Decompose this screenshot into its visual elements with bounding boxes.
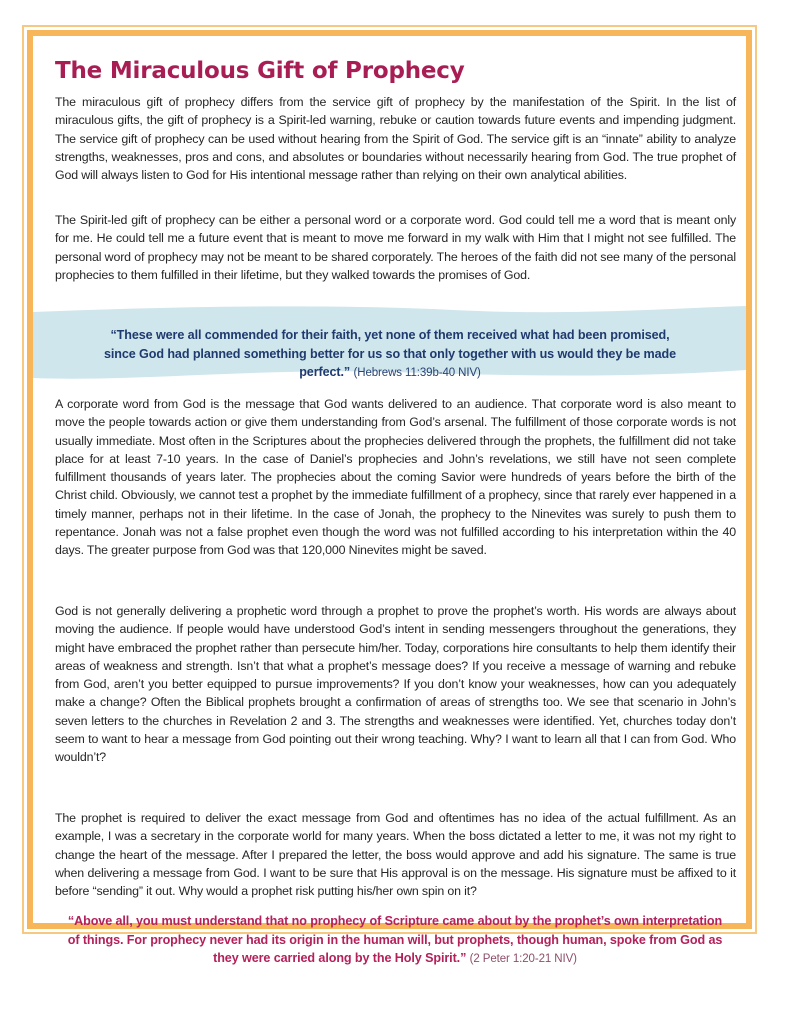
paragraph-prophet-worth <box>55 602 736 777</box>
scripture-quote-peter <box>65 912 725 969</box>
quote-reference: (Hebrews 11:39b-40 NIV) <box>353 367 481 379</box>
quote-reference: (2 Peter 1:20-21 NIV) <box>469 953 577 965</box>
quote-text: “Above all, you must understand that no prophecy of Scripture came about by the prophet’s own interpretation of things. For prophecy never had its origin in the human will, but prophets, though human, spoke from God as they were carried along by the Holy Spirit.” <box>67 914 723 965</box>
paragraph-text: A corporate word from God is the message that God wants delivered to an audience. That corporate word is also meant to move the people towards action or give them understanding from God’s arsenal. The fulfillment of those corporate words is not usually immediate. Most often in the Scriptures about the prophecies delivered through the prophets, the fulfillment did not take place for at least 7-10 years. In the case of Daniel’s prophecies and John’s revelations, we still have not seen complete fulfillment thousands of years later. The prophecies about the coming Savior were hundreds of years before the birth of the Christ child. Obviously, we cannot test a prophet by the immediate fulfillment of a prophecy, since that rarely ever happened in a timely manner, perhaps not in their lifetime. In the case of Jonah, the prophecy to the Ninevites was surely to push them to repentance. Jonah was not a false prophet even though the word was not fulfilled according to his interpretation within the 40 days. The greater purpose from God was that 120,000 Ninevites might be saved. <box>55 397 736 558</box>
paragraph-text: The Spirit-led gift of prophecy can be either a personal word or a corporate word. God could tell me a word that is meant only for me. He could tell me a future event that is meant to move me forward in my walk with Him that I might not see fulfilled. The personal word of prophecy may not be meant to be shared corporately. The heroes of the faith did not see many of the personal prophecies to them fulfilled in their lifetime, but they walked towards the promises of God. <box>55 213 736 282</box>
paragraph-text: The prophet is required to deliver the exact message from God and oftentimes has no idea of the actual fulfillment. As an example, I was a secretary in the corporate world for many years. When the boss dictated a letter to me, it was not my right to change the heart of the message. After I prepared the letter, the boss would approve and add his signature. The same is true when delivering a message from God. I want to be sure that His approval is on the message. His signature must be affixed to it before “sending” it out. Why would a prophet risk putting his/her own spin on it? <box>55 811 736 899</box>
scripture-quote-hebrews <box>100 326 680 383</box>
paragraph-corporate-word <box>55 395 736 570</box>
paragraph-service-vs-miraculous <box>55 93 736 194</box>
paragraph-personal-corporate <box>55 211 736 294</box>
paragraph-text: The miraculous gift of prophecy differs from the service gift of prophecy by the manifestation of the Spirit. In the list of miraculous gifts, the gift of prophecy is a Spirit-led warning, rebuke or caution towards future events and impending judgment. The service gift of prophecy can be used without hearing from the Spirit of God. The service gift is an “innate” ability to analyze strengths, weaknesses, pros and cons, and absolutes or boundaries without necessarily hearing from God. The true prophet of God will always listen to God for His intentional message rather than relying on their own analytical abilities. <box>55 95 736 183</box>
paragraph-exact-message <box>55 809 736 910</box>
quote-text: “These were all commended for their faith, yet none of them received what had been promised, since God had planned something better for us so that only together with us would they be made perfect.” <box>103 328 677 379</box>
page-title: The Miraculous Gift of Prophecy <box>55 58 465 84</box>
paragraph-text: God is not generally delivering a prophetic word through a prophet to prove the prophet’s worth. His words are always about moving the audience. If people would have understood God’s intent in sending messengers throughout the generations, they might have embraced the prophet rather than persecute him/her. Today, corporations hire consultants to help them identify their areas of weakness and strength. Isn’t that what a prophet’s message does? If you receive a message of warning and rebuke from God, aren’t you better equipped to pursue improvements? If you don’t know your weaknesses, how can you adequately make a change? Often the Biblical prophets brought a confirmation of areas of strengths too. We see that scenario in John’s seven letters to the churches in Revelation 2 and 3. The strengths and weaknesses were identified. Yet, churches today don’t seem to want to hear a message from God pointing out their wrong teaching. Why? I want to learn all that I can from God. Who wouldn’t? <box>55 604 736 765</box>
